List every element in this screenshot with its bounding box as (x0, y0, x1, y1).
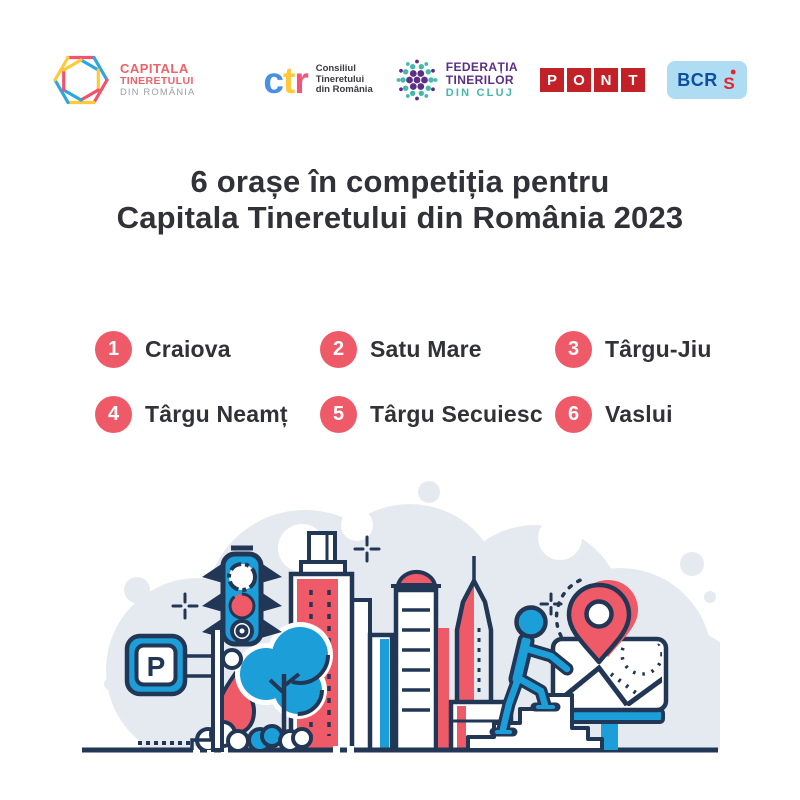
hexagon-icon (53, 49, 111, 112)
city-illustration (80, 478, 720, 768)
pont-letter: T (621, 68, 645, 92)
list-item (95, 331, 320, 368)
federatia-tinerilor-logo (395, 58, 518, 102)
ctr-line1: Consiliul (315, 62, 356, 74)
list-item (555, 396, 755, 433)
erste-s-icon (722, 68, 737, 92)
capitala-tineretului-logo (53, 49, 195, 112)
federatia-line1: FEDERAȚIA (445, 59, 519, 74)
parking-sign-letter: P (146, 651, 166, 682)
city-name: Târgu-Jiu (605, 335, 712, 362)
city-name: Craiova (145, 335, 231, 362)
logo-bar (0, 44, 800, 116)
number-badge: 4 (95, 396, 132, 433)
ctr-logo (263, 59, 373, 101)
list-item (320, 331, 555, 368)
ctr-line2: Tineretului (315, 73, 365, 85)
capitala-line1: CAPITALA (119, 60, 189, 76)
cities-grid (95, 329, 755, 459)
federatia-line3: DIN CLUJ (445, 87, 515, 100)
blue-building (370, 635, 392, 750)
capitala-line3: DIN ROMÂNIA (119, 86, 196, 98)
city-name: Târgu Secuiesc (370, 400, 543, 427)
city-name: Vaslui (605, 400, 673, 427)
number-badge: 1 (95, 331, 132, 368)
pont-logo (540, 68, 645, 92)
number-badge: 5 (320, 396, 357, 433)
bcr-wordmark: BCR (677, 69, 718, 90)
federatia-line2: TINERILOR (445, 72, 514, 87)
bcr-logo (667, 61, 747, 99)
ctr-line3: din România (315, 84, 373, 96)
list-item (555, 331, 755, 368)
list-item (95, 396, 320, 433)
number-badge: 2 (320, 331, 357, 368)
headline-line1: 6 orașe în competiția pentru (190, 164, 610, 199)
capitala-line2: TINERETULUI (119, 75, 194, 88)
pont-letter: P (540, 68, 564, 92)
headline-line2: Capitala Tineretului din România 2023 (116, 200, 684, 235)
city-name: Târgu Neamț (145, 400, 288, 427)
dome-tower (391, 572, 441, 750)
city-name: Satu Mare (370, 335, 482, 362)
list-item (320, 396, 555, 433)
pont-letter: O (567, 68, 591, 92)
svg-text:S: S (723, 74, 735, 92)
pont-letter: N (594, 68, 618, 92)
dot-flower-icon (395, 58, 439, 102)
number-badge: 3 (555, 331, 592, 368)
ctr-wordmark: ctr (263, 59, 308, 101)
number-badge: 6 (555, 396, 592, 433)
page-title (0, 164, 800, 236)
